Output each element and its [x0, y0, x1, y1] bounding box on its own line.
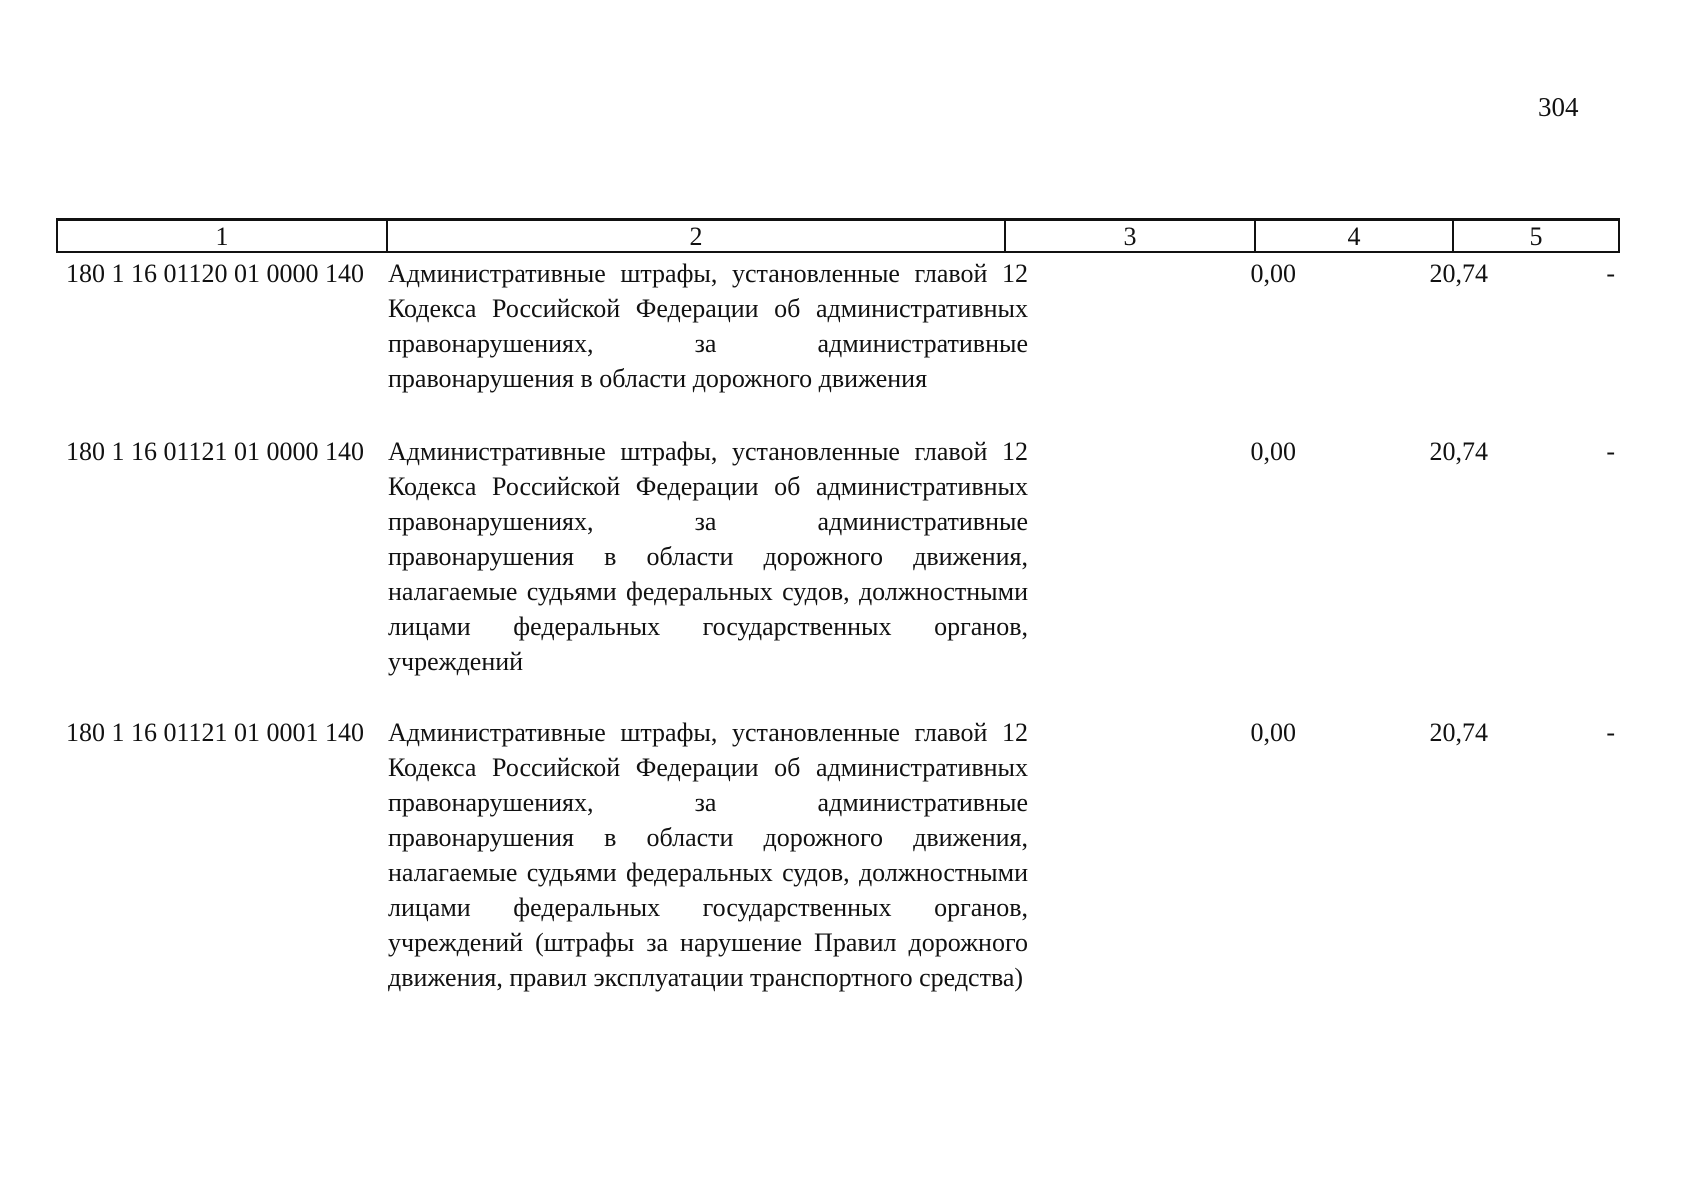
header-cell-2: 2	[386, 221, 1004, 251]
header-cell-4: 4	[1254, 221, 1452, 251]
table-header-row	[56, 218, 1620, 253]
col3-value: 0,00	[1250, 437, 1296, 466]
header-cell-3: 3	[1004, 221, 1254, 251]
budget-code: 180 1 16 01121 01 0000 140	[66, 437, 365, 466]
header-cell-5: 5	[1452, 221, 1620, 251]
row-description: Административные штрафы, установленные главой 12 Кодекса Российской Федерации об административных правонарушениях, за административные правонарушения в области дорожного движения	[388, 259, 1028, 393]
col5-value: -	[1606, 259, 1615, 288]
col5-value: -	[1606, 718, 1615, 747]
col4-value: 20,74	[1429, 259, 1488, 288]
row-description: Административные штрафы, установленные главой 12 Кодекса Российской Федерации об административных правонарушениях, за административные правонарушения в области дорожного движения, налагаемые судьями федеральных судов, должностными лицами федеральных государственных органов, учреждений	[388, 437, 1028, 676]
col4-value: 20,74	[1429, 718, 1488, 747]
row-description: Административные штрафы, установленные главой 12 Кодекса Российской Федерации об административных правонарушениях, за административные правонарушения в области дорожного движения, налагаемые судьями федеральных судов, должностными лицами федеральных государственных органов, учреждений (штрафы за нарушение Правил дорожного движения, правил эксплуатации транспортного средства)	[388, 718, 1028, 992]
col4-value: 20,74	[1429, 437, 1488, 466]
col5-value: -	[1606, 437, 1615, 466]
header-cell-1: 1	[56, 221, 386, 251]
budget-code: 180 1 16 01120 01 0000 140	[66, 259, 365, 288]
page-number: 304	[1538, 92, 1579, 122]
col3-value: 0,00	[1250, 259, 1296, 288]
budget-code: 180 1 16 01121 01 0001 140	[66, 718, 365, 747]
col3-value: 0,00	[1250, 718, 1296, 747]
